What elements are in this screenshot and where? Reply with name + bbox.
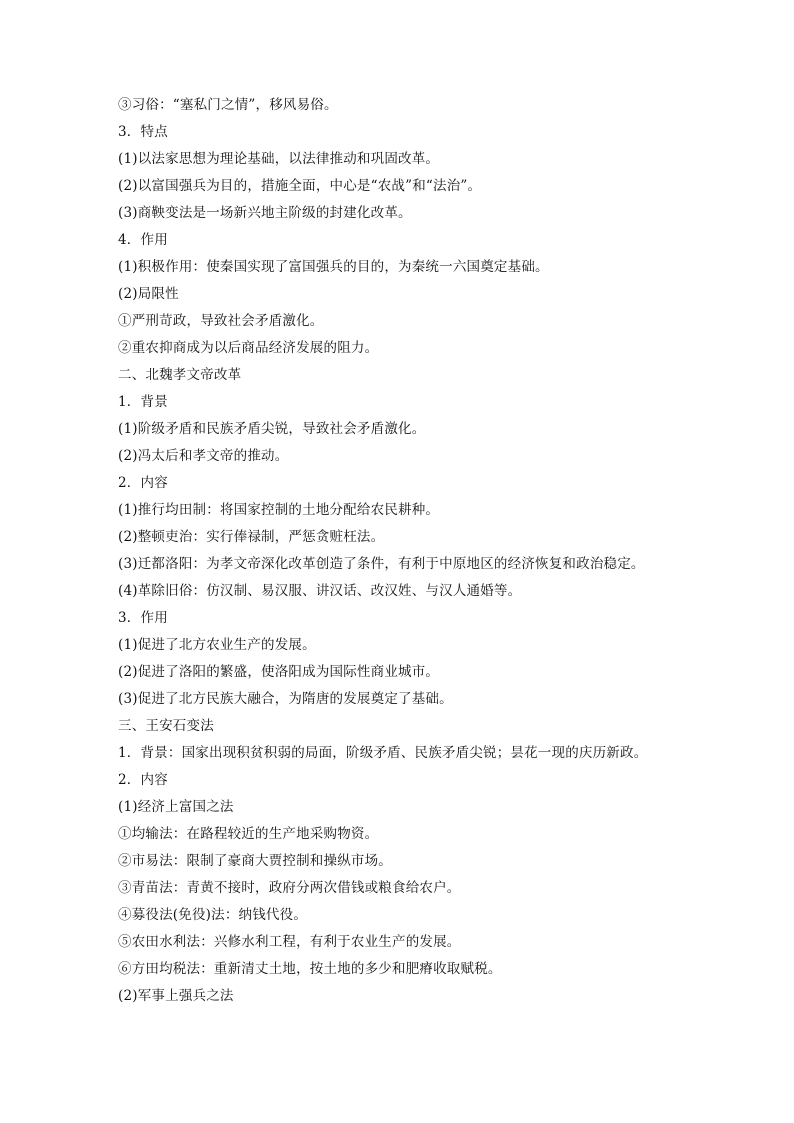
text-line-21: (1)促进了北方农业生产的发展。 (118, 637, 316, 653)
text-line-33: ⑥方田均税法：重新清丈土地，按土地的多少和肥瘠收取赋税。 (118, 961, 502, 977)
document-page (118, 92, 718, 1010)
chapter-heading-northern-wei: 二、北魏孝文帝改革 (118, 367, 242, 383)
text-line-22: (2)促进了洛阳的繁盛，使洛阳成为国际性商业城市。 (118, 664, 440, 680)
text-line-7: (1)积极作用：使秦国实现了富国强兵的目的，为秦统一六国奠定基础。 (118, 259, 549, 275)
text-line-10: ②重农抑商成为以后商品经济发展的阻力。 (118, 340, 379, 356)
section-heading-effect: 3．作用 (118, 610, 168, 626)
text-line-4: (2)以富国强兵为目的，措施全面，中心是“农战”和“法治”。 (118, 178, 482, 194)
text-line-29: ②市易法：限制了豪商大贾控制和操纵市场。 (118, 853, 392, 869)
section-heading-content: 2．内容 (118, 475, 168, 491)
text-line-1: ③习俗：“塞私门之情”，移风易俗。 (118, 97, 338, 113)
text-line-28: ①均输法：在路程较近的生产地采购物资。 (118, 826, 379, 842)
text-line-23: (3)促进了北方民族大融合，为隋唐的发展奠定了基础。 (118, 691, 453, 707)
text-line-8: (2)局限性 (118, 286, 179, 302)
text-line-5: (3)商鞅变法是一场新兴地主阶级的封建化改革。 (118, 205, 412, 221)
text-line-18: (3)迁都洛阳：为孝文帝深化改革创造了条件，有利于中原地区的经济恢复和政治稳定。 (118, 556, 645, 572)
text-line-32: ⑤农田水利法：兴修水利工程，有利于农业生产的发展。 (118, 934, 461, 950)
text-line-14: (2)冯太后和孝文帝的推动。 (118, 448, 289, 464)
text-line-19: (4)革除旧俗：仿汉制、易汉服、讲汉话、改汉姓、与汉人通婚等。 (118, 583, 522, 599)
text-line-17: (2)整顿吏治：实行俸禄制，严惩贪赃枉法。 (118, 529, 385, 545)
section-heading-background: 1．背景 (118, 394, 168, 410)
text-line-25: 1．背景：国家出现积贫积弱的局面，阶级矛盾、民族矛盾尖锐；昙花一现的庆历新政。 (118, 745, 648, 761)
text-line-27: (1)经济上富国之法 (118, 799, 234, 815)
section-heading-3-features: 3．特点 (118, 124, 168, 140)
text-line-3: (1)以法家思想为理论基础，以法律推动和巩固改革。 (118, 151, 440, 167)
section-heading-content-2: 2．内容 (118, 772, 168, 788)
text-line-31: ④募役法(免役)法：纳钱代役。 (118, 907, 308, 923)
text-line-34: (2)军事上强兵之法 (118, 988, 234, 1004)
text-line-13: (1)阶级矛盾和民族矛盾尖锐，导致社会矛盾激化。 (118, 421, 426, 437)
chapter-heading-wang-anshi: 三、王安石变法 (118, 718, 214, 734)
text-line-16: (1)推行均田制：将国家控制的土地分配给农民耕种。 (118, 502, 440, 518)
section-heading-4-effect: 4．作用 (118, 232, 168, 248)
text-line-9: ①严刑苛政，导致社会矛盾激化。 (118, 313, 324, 329)
text-line-30: ③青苗法：青黄不接时，政府分两次借钱或粮食给农户。 (118, 880, 461, 896)
